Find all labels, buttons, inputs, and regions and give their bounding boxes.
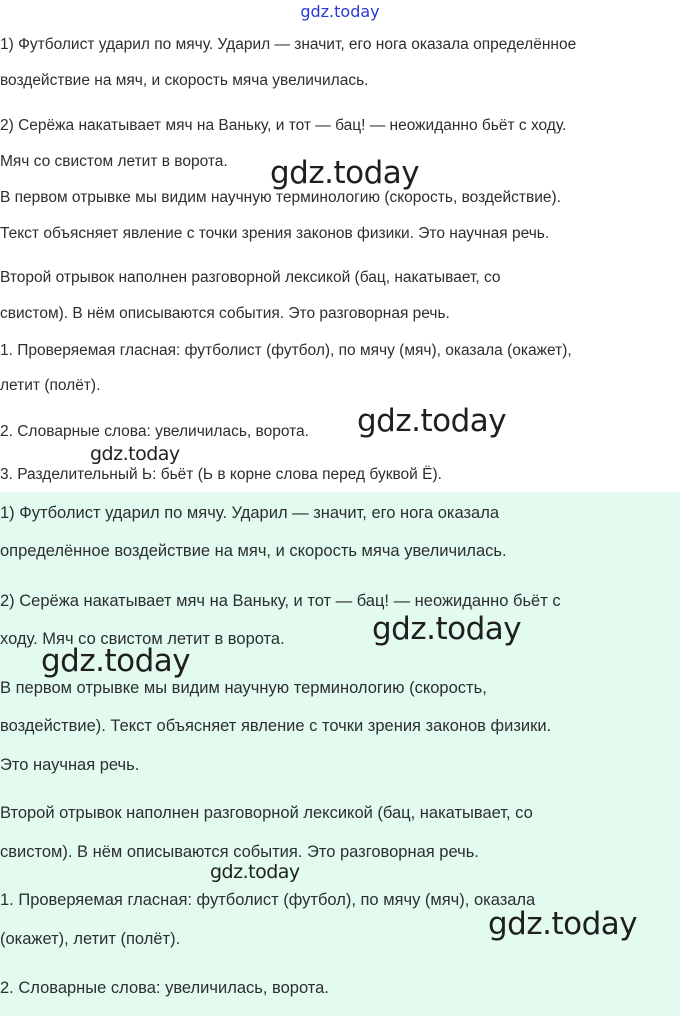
text-line: 1. Проверяемая гласная: футболист (футбол), по мячу (мяч), оказала <box>0 891 536 909</box>
watermark: gdz.today <box>488 906 638 942</box>
text-line: определённое воздействие на мяч, и скорость мяча увеличилась. <box>0 542 507 560</box>
watermark: gdz.today <box>372 611 522 647</box>
watermark: gdz.today <box>357 403 507 439</box>
text-line: 2. Словарные слова: увеличилась, ворота. <box>0 423 309 440</box>
text-line: свистом). В нём описываются события. Это разговорная речь. <box>0 305 450 322</box>
text-line: (окажет), летит (полёт). <box>0 930 181 948</box>
text-line: летит (полёт). <box>0 377 101 394</box>
text-line: воздействие на мяч, и скорость мяча увеличилась. <box>0 72 369 89</box>
text-line: 2) Серёжа накатывает мяч на Ваньку, и тот — бац! — неожиданно бьёт с ходу. <box>0 117 567 134</box>
watermark: gdz.today <box>210 861 300 883</box>
text-line: ходу. Мяч со свистом летит в ворота. <box>0 630 285 648</box>
watermark: gdz.today <box>90 443 180 465</box>
text-line: Текст объясняет явление с точки зрения законов физики. Это научная речь. <box>0 225 550 242</box>
text-line: 2) Серёжа накатывает мяч на Ваньку, и тот — бац! — неожиданно бьёт с <box>0 592 561 610</box>
watermark-top: gdz.today <box>300 2 380 21</box>
text-line: 1) Футболист ударил по мячу. Ударил — значит, его нога оказала <box>0 504 500 522</box>
text-line: Второй отрывок наполнен разговорной лексикой (бац, накатывает, со <box>0 269 501 286</box>
text-line: 2. Словарные слова: увеличилась, ворота. <box>0 979 329 997</box>
text-line: 1) Футболист ударил по мячу. Ударил — значит, его нога оказала определённое <box>0 36 577 53</box>
text-line: Мяч со свистом летит в ворота. <box>0 153 228 170</box>
text-line: Второй отрывок наполнен разговорной лексикой (бац, накатывает, со <box>0 804 533 822</box>
text-line: 1. Проверяемая гласная: футболист (футбол), по мячу (мяч), оказала (окажет), <box>0 342 572 359</box>
watermark: gdz.today <box>41 643 191 679</box>
text-line: свистом). В нём описываются события. Это разговорная речь. <box>0 843 479 861</box>
text-line: В первом отрывке мы видим научную терминологию (скорость, <box>0 679 487 697</box>
text-line: В первом отрывке мы видим научную терминологию (скорость, воздействие). <box>0 189 562 206</box>
text-line: 3. Разделительный Ь: бьёт (Ь в корне слова перед буквой Ё). <box>0 466 442 483</box>
watermark: gdz.today <box>270 155 420 191</box>
text-line: воздействие). Текст объясняет явление с точки зрения законов физики. <box>0 717 552 735</box>
text-line: Это научная речь. <box>0 756 140 774</box>
